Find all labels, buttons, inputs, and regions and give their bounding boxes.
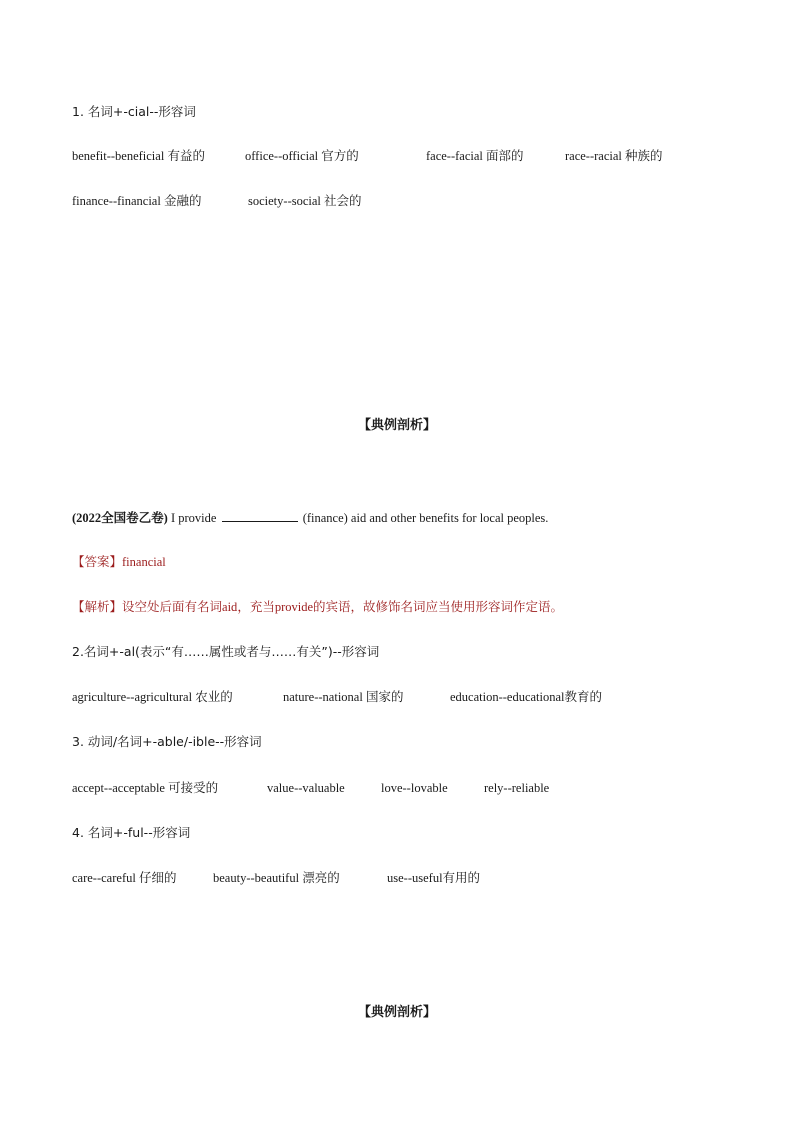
example-heading: 【典例剖析】 xyxy=(357,1005,436,1020)
section-4-title: 4. 名词+-ful--形容词 xyxy=(72,825,191,840)
vocab-meaning: 有益的 xyxy=(167,148,205,163)
vocab-pair xyxy=(484,780,549,796)
vocab-meaning: 仔细的 xyxy=(138,870,177,885)
section-3-row-1 xyxy=(72,780,722,796)
analysis-label: 【解析】 xyxy=(72,599,123,614)
vocab-meaning: 社会的 xyxy=(324,193,362,208)
vocab-word: love--lovable xyxy=(381,781,448,795)
vocab-word: beauty--beautiful xyxy=(213,871,300,885)
vocab-pair xyxy=(72,148,205,164)
section-2-title: 2.名词+-al(表示“有……属性或者与……有关”)--形容词 xyxy=(72,644,380,659)
section-4-row-1 xyxy=(72,870,722,886)
vocab-word: education--educational xyxy=(450,690,565,704)
vocab-meaning: 有用的 xyxy=(442,870,481,885)
vocab-meaning: 可接受的 xyxy=(168,780,219,795)
vocab-word: benefit--beneficial xyxy=(72,149,165,163)
vocab-pair xyxy=(283,689,403,705)
analysis-line xyxy=(72,599,563,615)
section-1-title: 1. 名词+-cial--形容词 xyxy=(72,104,196,119)
analysis-keyword: aid xyxy=(222,600,238,614)
vocab-meaning: 金融的 xyxy=(163,193,202,208)
analysis-keyword: provide xyxy=(274,600,314,614)
vocab-meaning: 教育的 xyxy=(564,689,603,704)
vocab-word: care--careful xyxy=(72,871,136,885)
analysis-text: 设空处后面有名词 xyxy=(122,599,223,614)
vocab-meaning: 面部的 xyxy=(486,148,524,163)
vocab-pair xyxy=(245,148,359,164)
section-1-row-1 xyxy=(72,148,722,164)
vocab-meaning: 官方的 xyxy=(321,148,359,163)
vocab-pair xyxy=(450,689,602,705)
vocab-word: value--valuable xyxy=(267,781,345,795)
vocab-meaning: 种族的 xyxy=(625,148,663,163)
vocab-pair xyxy=(381,780,448,796)
vocab-pair xyxy=(248,193,362,209)
vocab-pair xyxy=(72,193,201,209)
vocab-meaning: 农业的 xyxy=(195,689,233,704)
vocab-word: finance--financial xyxy=(72,194,161,208)
question-text-before: I provide xyxy=(170,511,217,525)
answer-label: 【答案】 xyxy=(72,554,123,569)
example-heading: 【典例剖析】 xyxy=(357,418,436,433)
section-3-title: 3. 动词/名词+-able/-ible--形容词 xyxy=(72,734,262,749)
vocab-pair xyxy=(565,148,663,164)
vocab-word: race--racial xyxy=(565,149,622,163)
answer-value: financial xyxy=(122,555,166,569)
vocab-word: society--social xyxy=(248,194,321,208)
answer-line xyxy=(72,554,166,570)
analysis-text: 的宾语，故修饰名词应当使用形容词作定语。 xyxy=(313,599,564,614)
question-source: (2022全国卷乙卷) xyxy=(72,511,168,525)
section-1-row-2 xyxy=(72,193,722,209)
vocab-pair xyxy=(267,780,345,796)
vocab-word: office--official xyxy=(245,149,319,163)
vocab-pair xyxy=(213,870,340,886)
question-text-after: (finance) aid and other benefits for local peoples. xyxy=(302,511,549,525)
section-2-row-1 xyxy=(72,689,722,705)
vocab-word: face--facial xyxy=(426,149,483,163)
vocab-meaning: 国家的 xyxy=(365,689,404,704)
analysis-text: ，充当 xyxy=(237,599,275,614)
vocab-word: agriculture--agricultural xyxy=(72,690,193,704)
vocab-word: accept--acceptable xyxy=(72,781,165,795)
vocab-meaning: 漂亮的 xyxy=(302,870,340,885)
vocab-pair xyxy=(387,870,480,886)
vocab-pair xyxy=(72,689,233,705)
vocab-pair xyxy=(72,780,218,796)
vocab-word: rely--reliable xyxy=(484,781,550,795)
vocab-pair xyxy=(72,870,176,886)
answer-blank xyxy=(222,509,298,522)
vocab-word: use--useful xyxy=(387,871,443,885)
vocab-word: nature--national xyxy=(283,690,363,704)
example-question xyxy=(72,509,548,526)
vocab-pair xyxy=(426,148,524,164)
